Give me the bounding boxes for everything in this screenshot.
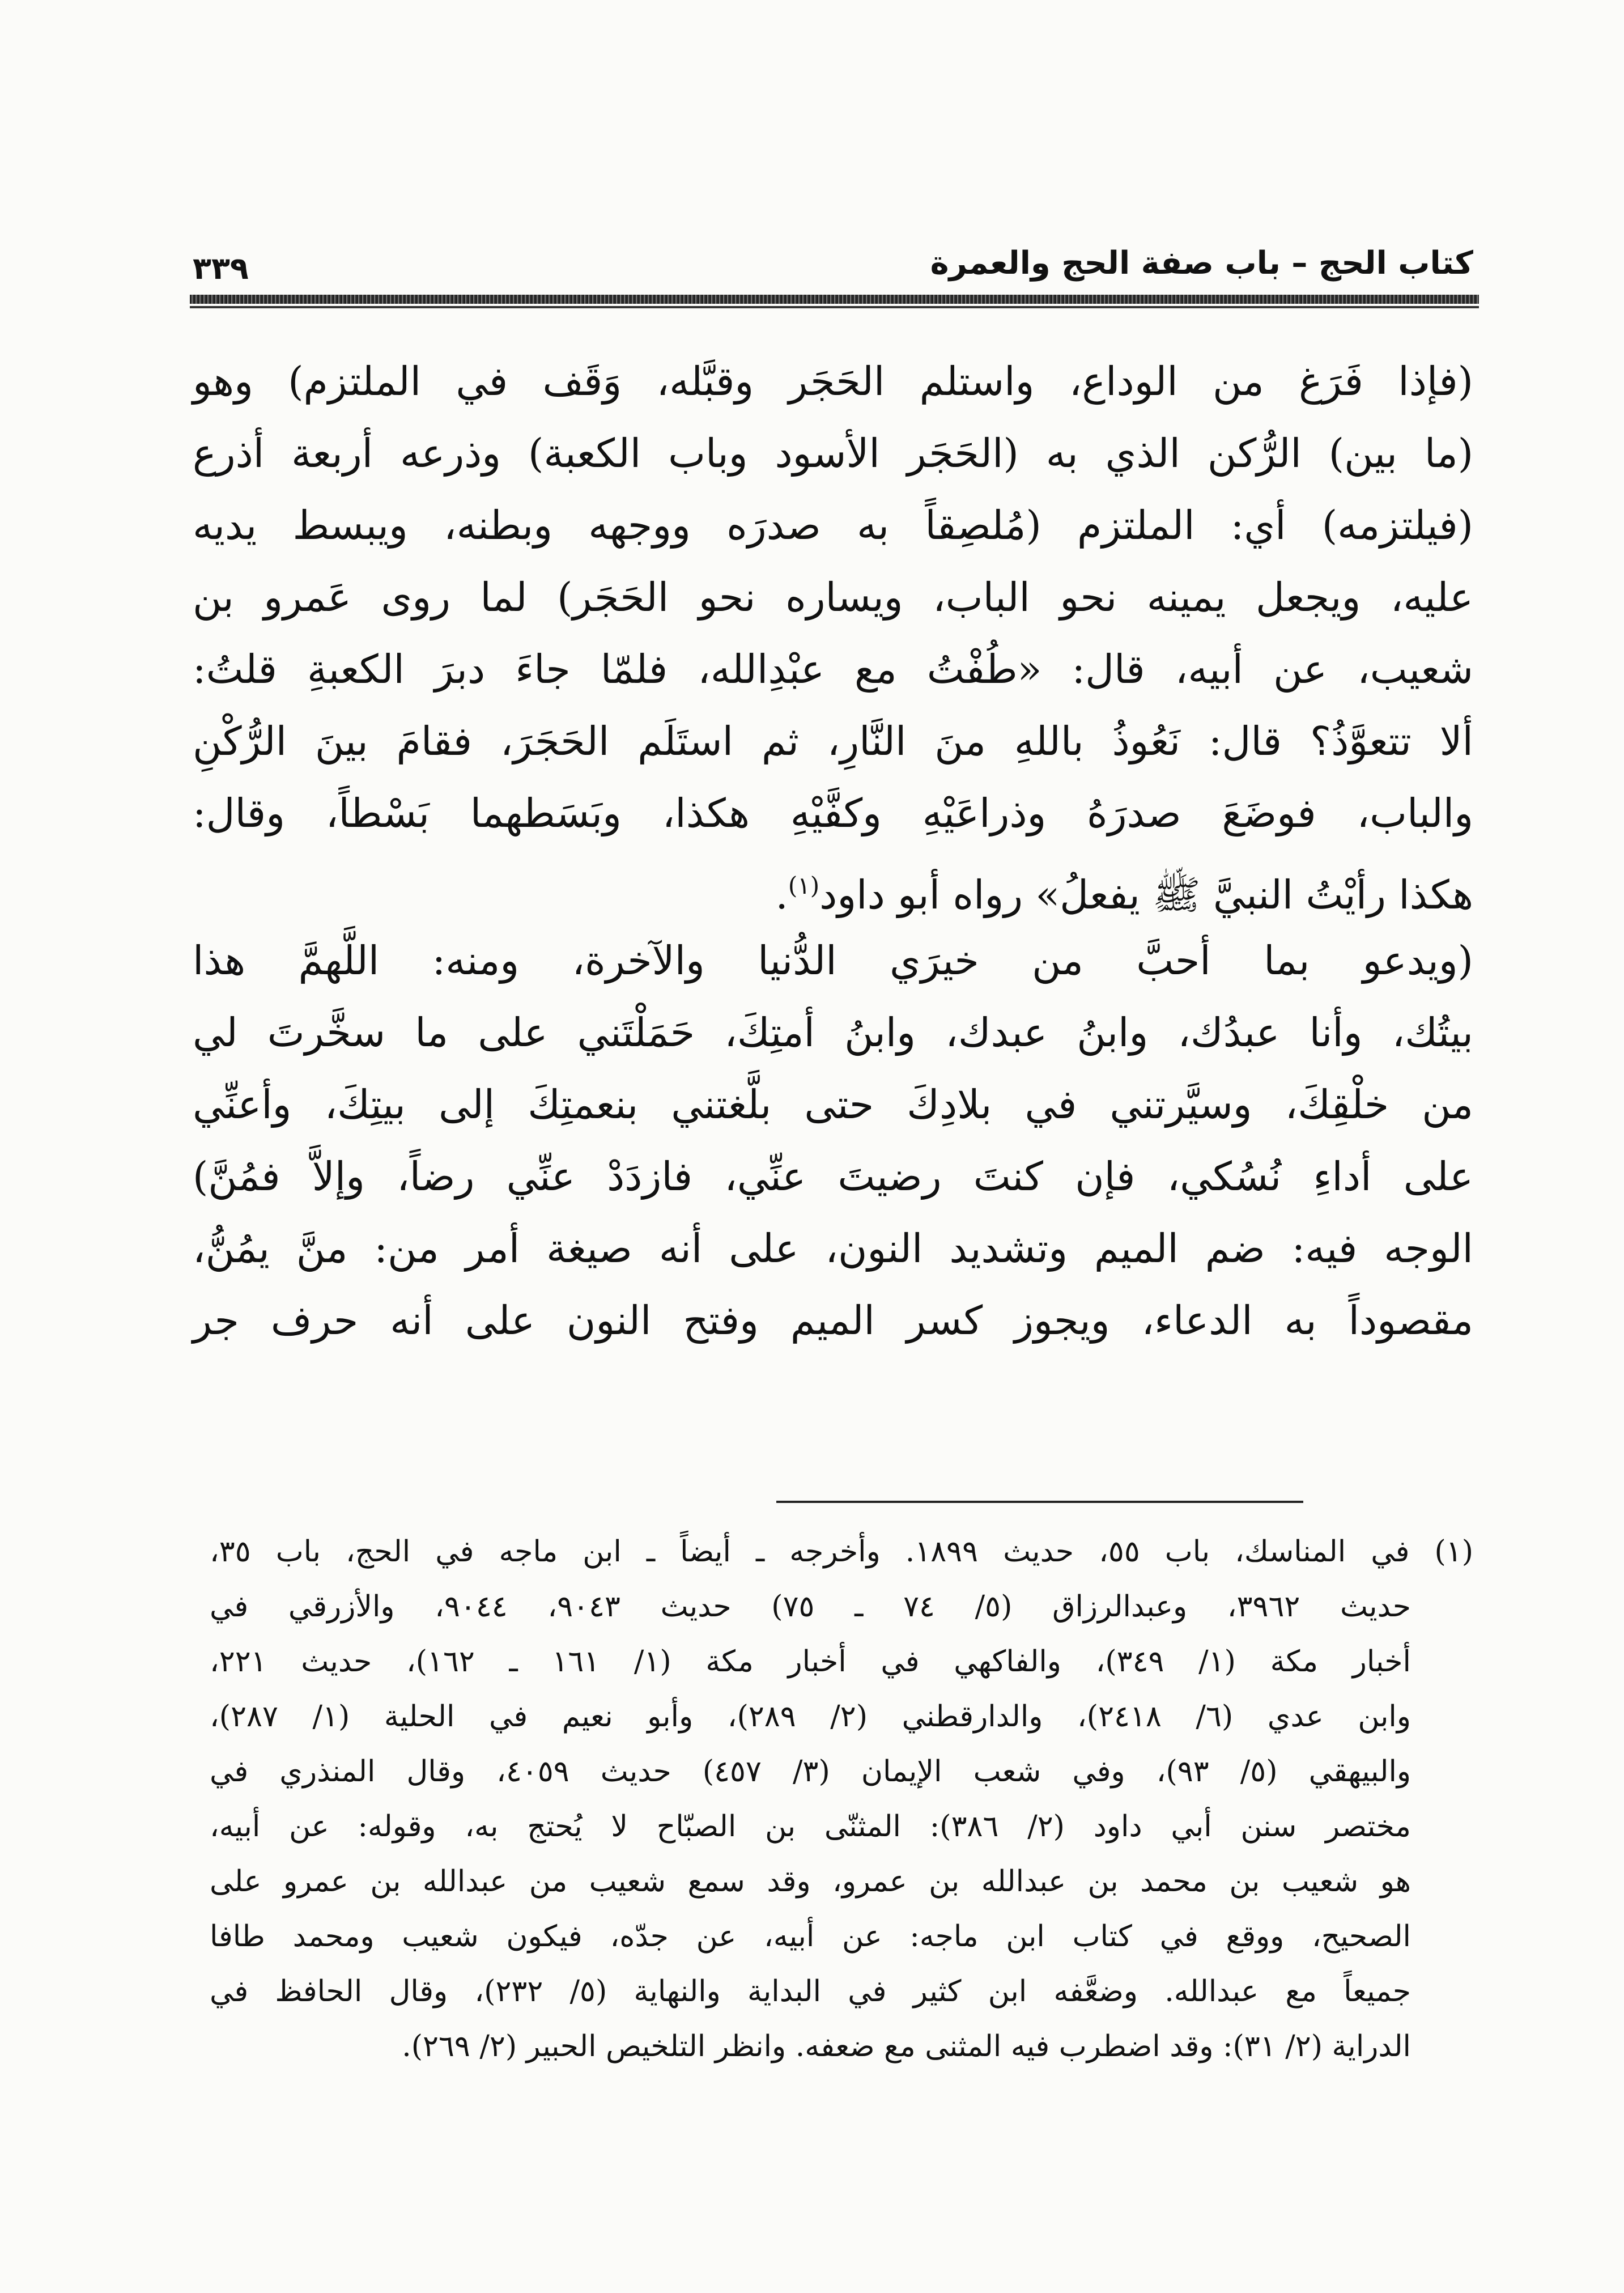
header-rule-thin bbox=[190, 306, 1479, 308]
footnote-line: (١) في المناسك، باب ٥٥، حديث ١٨٩٩. وأخرجه ـ أيضاً ـ ابن ماجه في الحج، باب ٣٥، bbox=[210, 1535, 1473, 1569]
footnote-line: حديث ٣٩٦٢، وعبدالرزاق (٥/ ٧٤ ـ ٧٥) حديث ٩٠٤٣، ٩٠٤٤، والأزرقي في bbox=[210, 1590, 1411, 1624]
text-line: ألا تتعوَّذُ؟ قال: نَعُوذُ باللهِ منَ النَّارِ، ثم استَلَم الحَجَرَ، فقامَ بينَ الرُّكْنِ bbox=[193, 718, 1473, 765]
footnote-line: هو شعيب بن محمد بن عبدالله بن عمرو، وقد سمع شعيب من عبدالله بن عمرو على bbox=[210, 1865, 1411, 1899]
book-title: كتاب الحج – باب صفة الحج والعمرة bbox=[930, 245, 1473, 282]
footnote-line: مختصر سنن أبي داود (٢/ ٣٨٦): المثنّى بن الصبّاح لا يُحتج به، وقوله: عن أبيه، bbox=[210, 1810, 1411, 1844]
text-line: بيتُك، وأنا عبدُك، وابنُ عبدك، وابنُ أمتِكَ، حَمَلْتَني على ما سخَّرتَ لي bbox=[193, 1009, 1473, 1056]
footnote-line: الصحيح، ووقع في كتاب ابن ماجه: عن أبيه، عن جدّه، فيكون شعيب ومحمد طافا bbox=[210, 1920, 1411, 1954]
footnotes bbox=[210, 1525, 1473, 2074]
text-line: من خلْقِكَ، وسيَّرتني في بلادِكَ حتى بلَّغتني بنعمتِكَ إلى بيتِكَ، وأعنِّي bbox=[193, 1081, 1473, 1128]
footnote-line: أخبار مكة (١/ ٣٤٩)، والفاكهي في أخبار مكة (١/ ١٦١ ـ ١٦٢)، حديث ٢٢١، bbox=[210, 1645, 1411, 1679]
footnote-line: وابن عدي (٦/ ٢٤١٨)، والدارقطني (٢/ ٢٨٩)، وأبو نعيم في الحلية (١/ ٢٨٧)، bbox=[210, 1700, 1411, 1734]
footnote-line: الدراية (٢/ ٣١): وقد اضطرب فيه المثنى مع ضعفه. وانظر التلخيص الحبير (٢/ ٢٦٩). bbox=[402, 2029, 1411, 2063]
footnote-separator bbox=[776, 1501, 1303, 1503]
page-number: ٣٣٩ bbox=[193, 250, 249, 286]
footnote-line: والبيهقي (٥/ ٩٣)، وفي شعب الإيمان (٣/ ٤٥٧) حديث ٤٠٥٩، وقال المنذري في bbox=[210, 1755, 1411, 1789]
main-text bbox=[193, 346, 1473, 1357]
text-line: مقصوداً به الدعاء، ويجوز كسر الميم وفتح النون على أنه حرف جر bbox=[193, 1297, 1473, 1344]
text-line: (فإذا فَرَغ من الوداع، واستلم الحَجَر وقبَّله، وَقَف في الملتزم) وهو bbox=[193, 358, 1473, 405]
text-line: (ويدعو بما أحبَّ من خيرَي الدُّنيا والآخرة، ومنه: اللَّهمَّ هذا bbox=[193, 937, 1473, 984]
footnote-reference[interactable]: (١) bbox=[788, 872, 820, 899]
paragraph-2 bbox=[193, 925, 1473, 1357]
text-line: الوجه فيه: ضم الميم وتشديد النون، على أنه صيغة أمر من: منَّ يمُنُّ، bbox=[193, 1225, 1473, 1272]
text-line: شعيب، عن أبيه، قال: «طُفْتُ مع عبْدِالله، فلمّا جاءَ دبرَ الكعبةِ قلتُ: bbox=[193, 646, 1473, 693]
text-line-content: هكذا رأيْتُ النبيَّ ﷺ يفعلُ» رواه أبو داود bbox=[819, 872, 1473, 918]
sentence-end: . bbox=[775, 872, 788, 918]
running-header bbox=[193, 241, 1473, 292]
header-rule bbox=[190, 295, 1479, 304]
footnote-line: جميعاً مع عبدالله. وضعَّفه ابن كثير في البداية والنهاية (٥/ ٢٣٢)، وقال الحافظ في bbox=[210, 1974, 1411, 2009]
text-line-last bbox=[193, 850, 1473, 922]
text-line: (فيلتزمه) أي: الملتزم (مُلصِقاً به صدرَه ووجهه وبطنه، ويبسط يديه bbox=[193, 502, 1473, 549]
text-line: (ما بين) الرُّكن الذي به (الحَجَر الأسود وباب الكعبة) وذرعه أربعة أذرع bbox=[193, 430, 1473, 477]
text-line: على أداءِ نُسُكي، فإن كنتَ رضيتَ عنِّي، فازدَدْ عنِّي رضاً، وإلاَّ فمُنَّ) bbox=[193, 1153, 1473, 1200]
text-line: عليه، ويجعل يمينه نحو الباب، ويساره نحو الحَجَر) لما روى عَمرو بن bbox=[193, 574, 1473, 621]
text-line: والباب، فوضَعَ صدرَهُ وذراعَيْهِ وكفَّيْهِ هكذا، وبَسَطهما بَسْطاً، وقال: bbox=[193, 790, 1473, 836]
